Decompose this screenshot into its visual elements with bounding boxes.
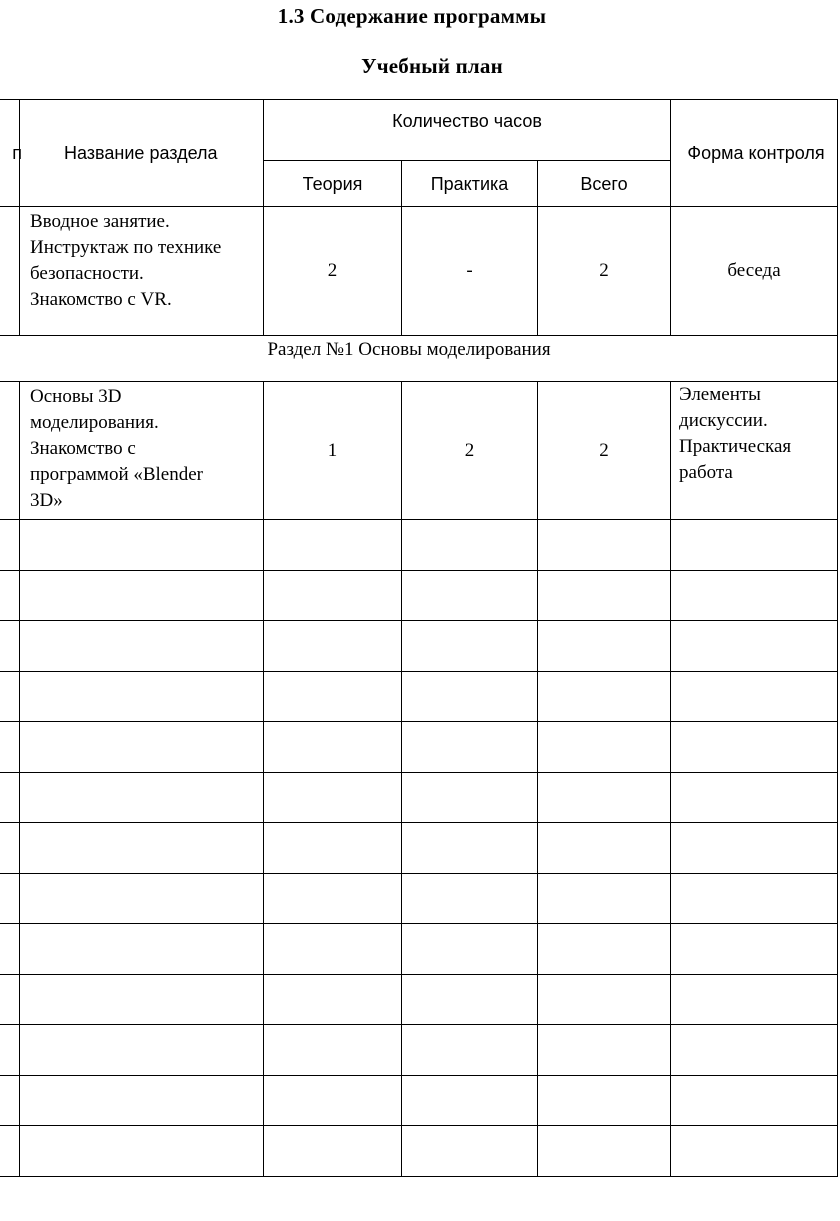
empty-cell <box>0 1025 20 1076</box>
empty-row <box>0 1075 838 1126</box>
empty-cell <box>538 1075 671 1126</box>
empty-cell <box>20 772 264 823</box>
empty-cell <box>264 974 402 1025</box>
row-total: 2 <box>538 382 671 520</box>
empty-cell <box>20 520 264 571</box>
empty-cell <box>264 823 402 874</box>
row-practice: - <box>402 207 538 336</box>
empty-cell <box>20 1126 264 1177</box>
empty-cell <box>264 520 402 571</box>
empty-cell <box>538 1025 671 1076</box>
empty-cell <box>20 1075 264 1126</box>
section-heading: 1.3 Содержание программы <box>277 4 547 28</box>
empty-cell <box>671 823 838 874</box>
empty-cell <box>20 671 264 722</box>
empty-cell <box>671 1025 838 1076</box>
empty-cell <box>20 570 264 621</box>
section-title: Раздел №1 Основы моделирования <box>0 336 838 382</box>
empty-row <box>0 671 838 722</box>
empty-cell <box>20 974 264 1025</box>
empty-cell <box>538 722 671 773</box>
table-title: Учебный план <box>361 54 503 78</box>
empty-row <box>0 1126 838 1177</box>
empty-cell <box>0 570 20 621</box>
empty-cell <box>0 924 20 975</box>
header-total: Всего <box>538 161 671 207</box>
row-practice: 2 <box>402 382 538 520</box>
empty-row <box>0 722 838 773</box>
empty-row <box>0 520 838 571</box>
empty-cell <box>671 671 838 722</box>
header-row <box>0 100 838 161</box>
empty-cell <box>264 924 402 975</box>
empty-row <box>0 621 838 672</box>
row-control: Элементы дискуссии. Практическая работа <box>671 382 838 520</box>
empty-cell <box>538 520 671 571</box>
empty-cell <box>402 1075 538 1126</box>
empty-cell <box>671 1126 838 1177</box>
empty-cell <box>0 1126 20 1177</box>
empty-cell <box>538 772 671 823</box>
empty-cell <box>671 873 838 924</box>
empty-cell <box>264 1075 402 1126</box>
row-name: Вводное занятие. Инструктаж по технике безопасности. Знакомство с VR. <box>20 207 264 336</box>
study-plan-table <box>0 99 838 1177</box>
header-number: п <box>0 100 20 207</box>
empty-cell <box>264 1025 402 1076</box>
empty-cell <box>402 924 538 975</box>
row-number <box>0 207 20 336</box>
empty-cell <box>264 772 402 823</box>
empty-cell <box>402 520 538 571</box>
empty-cell <box>671 1075 838 1126</box>
section-row <box>0 336 838 382</box>
empty-row <box>0 1025 838 1076</box>
empty-cell <box>538 621 671 672</box>
empty-cell <box>671 924 838 975</box>
empty-cell <box>538 924 671 975</box>
empty-cell <box>0 974 20 1025</box>
empty-cell <box>538 570 671 621</box>
empty-row <box>0 823 838 874</box>
empty-cell <box>671 621 838 672</box>
row-number <box>0 382 20 520</box>
empty-cell <box>0 1075 20 1126</box>
empty-cell <box>20 722 264 773</box>
header-control-form: Форма контроля <box>671 100 838 207</box>
empty-cell <box>0 520 20 571</box>
empty-cell <box>264 621 402 672</box>
empty-cell <box>402 722 538 773</box>
empty-cell <box>264 873 402 924</box>
empty-cell <box>402 823 538 874</box>
empty-cell <box>20 1025 264 1076</box>
empty-cell <box>402 772 538 823</box>
empty-cell <box>402 570 538 621</box>
empty-cell <box>671 772 838 823</box>
empty-cell <box>264 1126 402 1177</box>
empty-row <box>0 873 838 924</box>
empty-cell <box>20 823 264 874</box>
empty-cell <box>538 671 671 722</box>
row-theory: 2 <box>264 207 402 336</box>
empty-cell <box>402 1025 538 1076</box>
empty-cell <box>264 671 402 722</box>
empty-cell <box>0 772 20 823</box>
empty-cell <box>402 671 538 722</box>
empty-cell <box>0 722 20 773</box>
empty-cell <box>20 924 264 975</box>
empty-cell <box>0 621 20 672</box>
empty-cell <box>402 873 538 924</box>
header-theory: Теория <box>264 161 402 207</box>
row-name: Основы 3D моделирования. Знакомство с программой «Blender 3D» <box>20 382 264 520</box>
empty-cell <box>671 974 838 1025</box>
empty-cell <box>538 974 671 1025</box>
row-total: 2 <box>538 207 671 336</box>
empty-cell <box>402 974 538 1025</box>
header-section-name: Название раздела <box>20 100 264 207</box>
empty-cell <box>538 823 671 874</box>
empty-cell <box>264 722 402 773</box>
empty-cell <box>671 722 838 773</box>
empty-cell <box>402 621 538 672</box>
empty-row <box>0 974 838 1025</box>
table-row <box>0 207 838 336</box>
empty-cell <box>671 570 838 621</box>
empty-cell <box>0 823 20 874</box>
row-theory: 1 <box>264 382 402 520</box>
empty-cell <box>538 873 671 924</box>
empty-cell <box>538 1126 671 1177</box>
empty-cell <box>671 520 838 571</box>
empty-cell <box>0 671 20 722</box>
empty-cell <box>402 1126 538 1177</box>
empty-row <box>0 570 838 621</box>
table-row <box>0 382 838 520</box>
empty-row <box>0 924 838 975</box>
empty-row <box>0 772 838 823</box>
empty-cell <box>264 570 402 621</box>
empty-cell <box>20 621 264 672</box>
row-control: беседа <box>671 207 838 336</box>
empty-cell <box>0 873 20 924</box>
header-hours: Количество часов <box>264 100 671 161</box>
header-practice: Практика <box>402 161 538 207</box>
empty-cell <box>20 873 264 924</box>
